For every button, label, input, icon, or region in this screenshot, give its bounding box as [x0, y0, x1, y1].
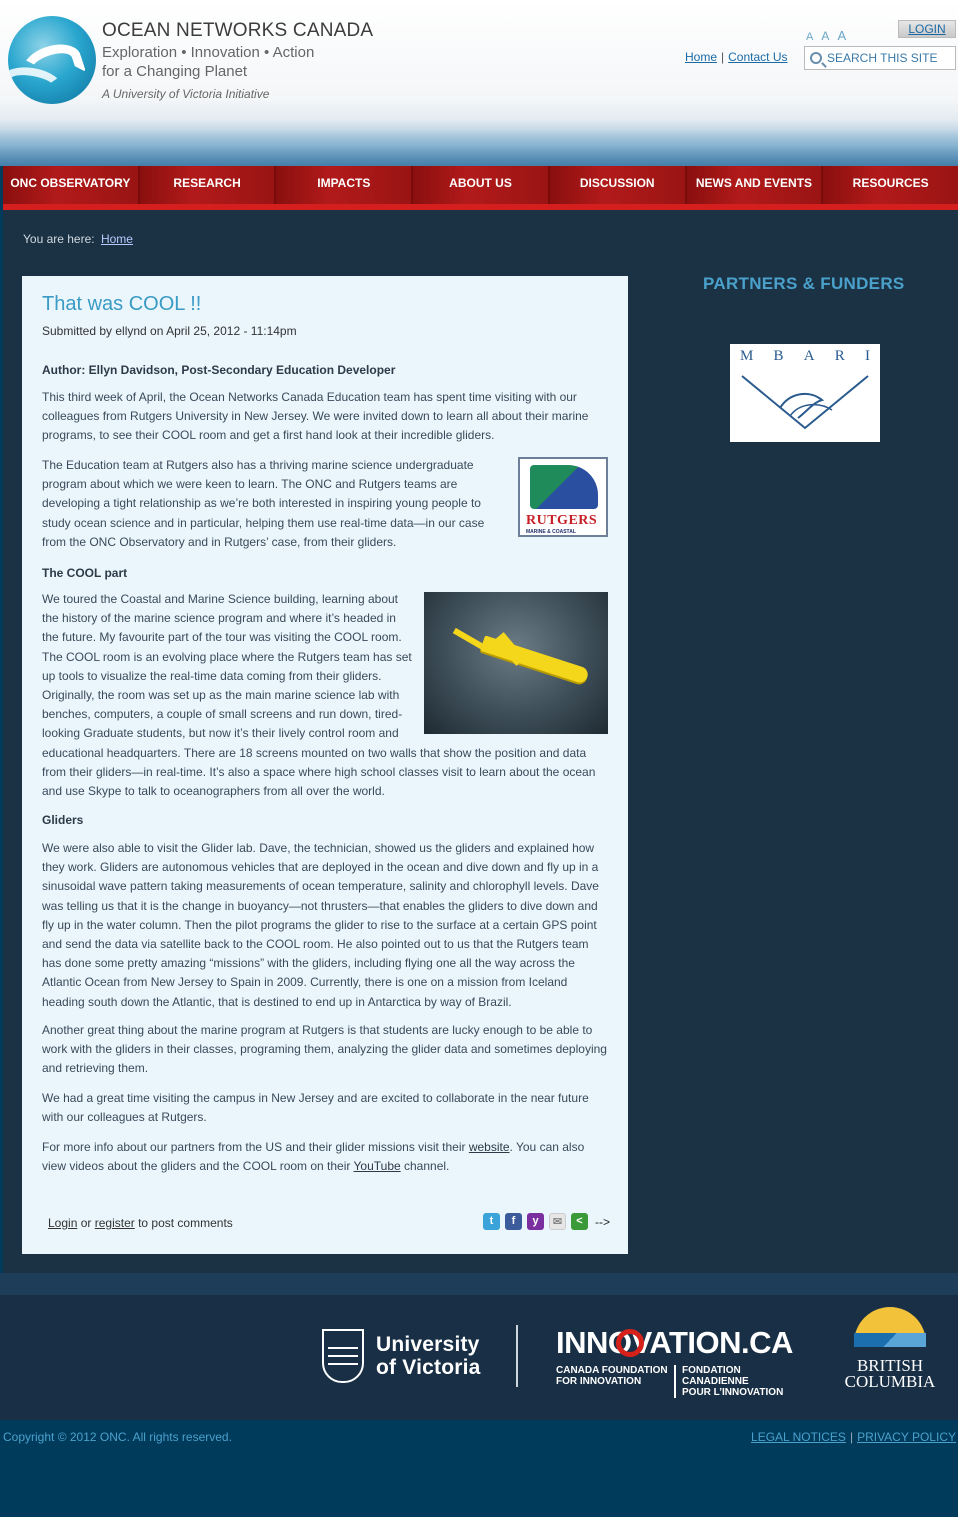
glider-photo	[424, 592, 608, 734]
header-links	[685, 50, 788, 64]
article-paragraph-7	[42, 1138, 608, 1176]
page-body	[3, 210, 958, 1273]
cfi-french-name	[674, 1365, 806, 1398]
link-separator: |	[721, 50, 725, 64]
main-nav	[3, 166, 958, 210]
comment-post-text: to post comments	[134, 1216, 233, 1230]
search-input[interactable]	[827, 50, 953, 66]
breadcrumb	[23, 232, 133, 246]
mbari-letter: B	[773, 348, 784, 364]
comment-or-text: or	[77, 1216, 95, 1230]
bc-mountain-icon	[854, 1333, 926, 1347]
contact-us-link[interactable]: Contact Us	[728, 50, 788, 64]
nav-onc-observatory[interactable]: ONC OBSERVATORY	[3, 166, 140, 204]
article-paragraph-2: The Education team at Rutgers also has a thriving marine science undergraduate program about which we were keen to learn. The ONC and Rutgers teams are developing a tight relationship as we’re both interested in inspiring young people to study ocean science and in particular, helping them use real-time data—in our case from the ONC Observatory and in Rutgers’ case, from their gliders.	[42, 458, 485, 549]
article-paragraph-1: This third week of April, the Ocean Networks Canada Education team has spent time visiting with our colleagues from Rutgers University in New Jersey. We were invited down to learn all about their marine programs, to see their COOL room and get a first hand look at their incredible gliders.	[42, 390, 589, 443]
privacy-policy-link[interactable]: PRIVACY POLICY	[857, 1430, 956, 1444]
cfi-english-name	[556, 1365, 668, 1387]
heading-gliders: Gliders	[42, 813, 84, 827]
para-7-text-b: . You can also view videos about the gliders and the COOL room on their	[42, 1140, 585, 1174]
mbari-letter: A	[803, 348, 815, 364]
copyright-text: Copyright © 2012 ONC. All rights reserved.	[3, 1430, 232, 1444]
rutgers-website-link[interactable]: website	[468, 1140, 510, 1154]
youtube-link[interactable]: YouTube	[353, 1159, 401, 1174]
share-trailing-text: -->	[595, 1214, 610, 1229]
author-line: Author: Ellyn Davidson, Post-Secondary Education Developer	[42, 363, 396, 377]
mbari-logo[interactable]	[730, 344, 880, 442]
uvic-logo[interactable]	[322, 1329, 482, 1389]
twitter-share-icon[interactable]: t	[483, 1213, 500, 1230]
partners-funders-title: PARTNERS & FUNDERS	[703, 274, 905, 293]
heading-cool-part: The COOL part	[42, 566, 128, 580]
cfi-french-line-2: POUR L’INNOVATION	[682, 1387, 784, 1398]
tagline-uvic: A University of Victoria Initiative	[102, 87, 270, 101]
footer-logos	[0, 1295, 958, 1420]
share-more-icon[interactable]: <	[571, 1213, 588, 1230]
rutgers-logo-name: RUTGERS	[526, 513, 598, 528]
innovation-wordmark: INNOVATION.CA	[556, 1325, 793, 1360]
nav-impacts[interactable]: IMPACTS	[276, 166, 413, 204]
para-7-text-a: For more info about our partners from the US and their glider missions visit their	[42, 1140, 469, 1154]
footer-band	[0, 1273, 958, 1295]
share-icons	[483, 1213, 610, 1230]
article-paragraph-4: We were also able to visit the Glider lab. Dave, the technician, showed us the gliders and explained how they work. Gliders are autonomous vehicles that are deployed in the ocean and dive down and fly up in a sinusoidal wave pattern taking measurements of ocean temperature, salinity and chlorophyll levels. Dave was telling us that it is the change in buoyancy—not thrusters—that enables the gliders to dive down and fly up in the water column. Then the pilot programs the glider to rise to the surface at a certain GPS point and send the data via satellite back to the COOL room. He also pointed out to us that the Rutgers team has done some pretty amazing “missions” with the gliders, including flying one all the way across the Atlantic Ocean from New Jersey to Spain in 2009. Currently, there is one on a mission from Iceland heading south down the Atlantic, that is destined to end up in Antarctica by way of Brazil.	[42, 841, 599, 1009]
nav-discussion[interactable]: DISCUSSION	[550, 166, 687, 204]
tagline-line-1: Exploration • Innovation • Action	[102, 44, 315, 61]
footer-divider	[516, 1325, 518, 1387]
search-icon[interactable]	[810, 52, 822, 64]
org-name[interactable]: OCEAN NETWORKS CANADA	[102, 20, 374, 41]
nav-resources[interactable]: RESOURCES	[823, 166, 958, 204]
bc-name-line-1: BRITISH	[856, 1356, 924, 1375]
legal-links	[751, 1430, 956, 1444]
innovation-ring-icon	[616, 1329, 644, 1357]
uvic-shield-icon	[322, 1329, 364, 1383]
nav-research[interactable]: RESEARCH	[140, 166, 277, 204]
article-paragraph-3: We toured the Coastal and Marine Science building, learning about the history of the marine science program and where it’s headed in the future. My favourite part of the tour was visiting the COOL room. The COOL room is an evolving place where the Rutgers team has set up tools to visualize the real-time data coming from their gliders. Originally, the room was set up as the main marine science lab with benches, computers, a couple of small screens and run down, tired-looking Graduate students, but now it’s their lively control room and	[42, 592, 412, 741]
footer-bottom	[0, 1420, 958, 1517]
bc-name-line-2: COLUMBIA	[844, 1372, 936, 1391]
header-wave-background	[0, 120, 958, 166]
facebook-share-icon[interactable]: f	[505, 1213, 522, 1230]
mbari-letters	[740, 348, 870, 365]
font-size-controls	[806, 28, 851, 43]
mbari-wave-icon	[740, 372, 870, 432]
article-title: That was COOL !!	[42, 293, 202, 315]
home-link[interactable]: Home	[685, 50, 718, 64]
font-size-small-button[interactable]: A	[806, 31, 814, 43]
british-columbia-logo[interactable]	[840, 1307, 940, 1399]
comment-login-link[interactable]: Login	[48, 1216, 78, 1230]
font-size-medium-button[interactable]: A	[821, 29, 830, 43]
nav-news-and-events[interactable]: NEWS AND EVENTS	[687, 166, 824, 204]
rutgers-bird-icon	[530, 465, 598, 509]
rutgers-logo-sub: MARINE & COASTAL	[526, 529, 576, 535]
cfi-french-line-1: FONDATION CANADIENNE	[682, 1365, 749, 1387]
uvic-name-line-1: University	[376, 1333, 480, 1356]
article-submitted-info: Submitted by ellynd on April 25, 2012 - 11:14pm	[42, 324, 297, 338]
legal-separator: |	[849, 1430, 854, 1444]
mbari-letter: R	[834, 348, 845, 364]
yahoo-share-icon[interactable]: y	[527, 1213, 544, 1230]
font-size-large-button[interactable]: A	[837, 28, 847, 43]
innovation-ca-logo[interactable]	[556, 1325, 806, 1398]
legal-notices-link[interactable]: LEGAL NOTICES	[751, 1430, 846, 1444]
login-button[interactable]: LOGIN	[898, 20, 956, 38]
cfi-english-line-1: CANADA FOUNDATION	[556, 1365, 668, 1376]
uvic-name-line-2: of Victoria	[376, 1356, 481, 1379]
site-header	[0, 0, 958, 166]
rutgers-logo-image	[518, 457, 608, 537]
mbari-letter: M	[740, 348, 754, 364]
tagline-line-2: for a Changing Planet	[102, 63, 248, 80]
article-paragraph-6: We had a great time visiting the campus in New Jersey and are excited to collaborate in the near future with our colleagues at Rutgers.	[42, 1091, 589, 1125]
email-share-icon[interactable]: ✉	[549, 1213, 566, 1230]
breadcrumb-prefix: You are here:	[23, 232, 95, 246]
comment-prompt	[48, 1216, 233, 1230]
article-content	[22, 276, 628, 1254]
cfi-english-line-2: FOR INNOVATION	[556, 1376, 642, 1387]
onc-logo-icon[interactable]	[8, 16, 96, 104]
search-box[interactable]	[804, 46, 956, 70]
article-paragraph-3-continued: educational headquarters. There are 18 screens mounted on two walls that show the position and data from their gliders—in real-time. It’s also a space where high school classes visit to learn about the ocean and use Skype to talk to oceanographers from all over the world.	[42, 746, 596, 799]
comment-register-link[interactable]: register	[94, 1216, 135, 1230]
article-paragraph-5: Another great thing about the marine program at Rutgers is that students are lucky enough to be able to work with the gliders in their classes, programing them, analyzing the glider data and sometimes deploying and retrieving them.	[42, 1023, 607, 1076]
mbari-letter: I	[864, 348, 870, 364]
nav-about-us[interactable]: ABOUT US	[413, 166, 550, 204]
para-7-text-c: channel.	[400, 1159, 450, 1174]
breadcrumb-home-link[interactable]: Home	[100, 232, 133, 246]
